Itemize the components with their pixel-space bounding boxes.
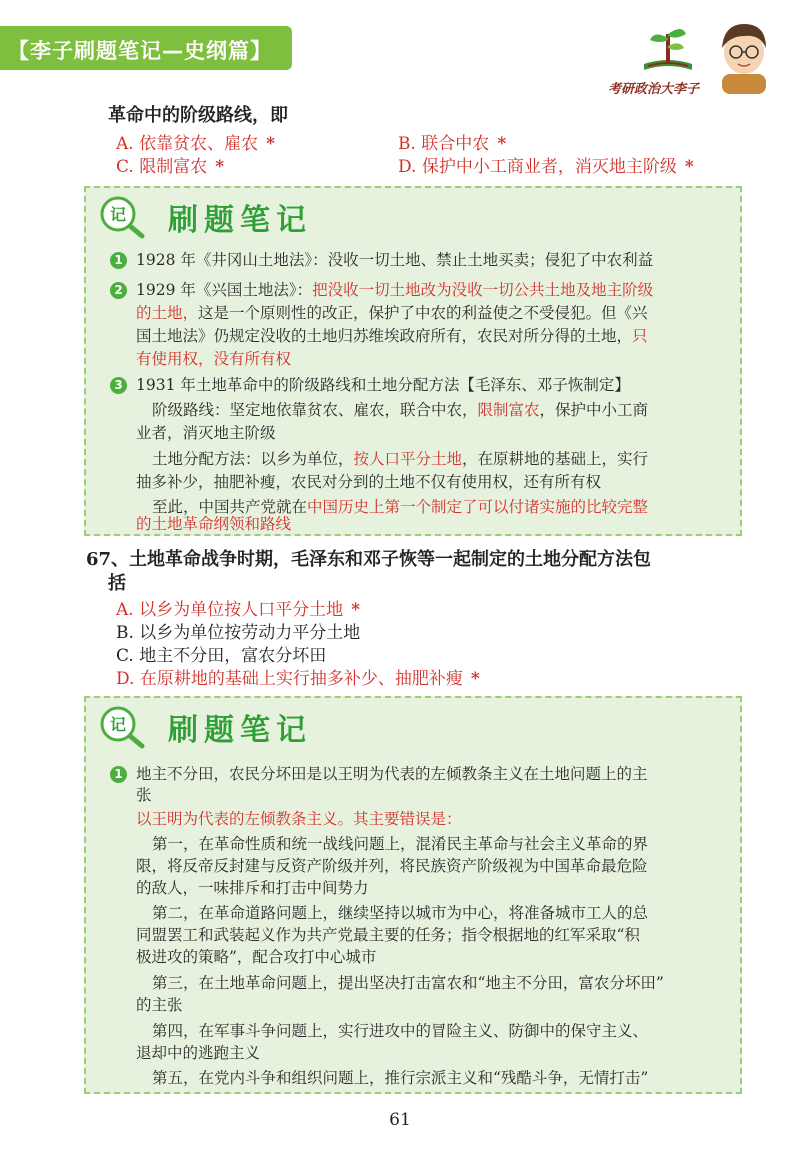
note1-point-2-line3: 国土地法》仍规定没收的土地归苏维埃政府所有，农民对所分得的土地，只 bbox=[136, 327, 648, 345]
note2-error-4-line2: 退却中的逃跑主义 bbox=[136, 1044, 261, 1062]
note2-error-2-line3: 极进攻的策略”，配合攻打中心城市 bbox=[136, 948, 377, 966]
q67-option-c: C. 地主不分田，富农分坏田 bbox=[116, 646, 327, 666]
magnifier-note-icon bbox=[98, 194, 146, 240]
svg-text:记: 记 bbox=[109, 715, 127, 734]
note2-error-1-line2: 限，将反帝反封建与反资产阶级并列，将民族资产阶级视为中国革命最危险 bbox=[136, 857, 648, 875]
avatar bbox=[714, 18, 774, 94]
note1-point-3: 1931 年土地革命中的阶级路线和土地分配方法【毛泽东、邓子恢制定】 bbox=[136, 376, 630, 394]
note2-point-1: 地主不分田，农民分坏田是以王明为代表的左倾教条主义在土地问题上的主 bbox=[136, 765, 648, 783]
brand-name: 考研政治大李子 bbox=[608, 82, 700, 97]
note2-error-1: 第一，在革命性质和统一战线问题上，混淆民主革命与社会主义革命的界 bbox=[152, 835, 649, 853]
note1-class-line2: 业者，消灭地主阶级 bbox=[136, 424, 276, 442]
note2-errors-heading: 以王明为代表的左倾教条主义。其主要错误是： bbox=[136, 810, 462, 828]
note-title: 刷题笔记 bbox=[168, 203, 312, 238]
correct-star: * bbox=[215, 157, 225, 177]
correct-star: * bbox=[351, 600, 360, 620]
q67-option-a: A. 以乡为单位按人口平分土地 * bbox=[116, 600, 360, 620]
note1-conclusion-line: 至此，中国共产党就在中国历史上第一个制定了可以付诸实施的比较完整 bbox=[152, 498, 649, 516]
note1-point-2-line4: 有使用权，没有所有权 bbox=[136, 350, 292, 368]
note1-class-line: 阶级路线：坚定地依靠贫农、雇农，联合中农，限制富农，保护中小工商 bbox=[152, 401, 649, 419]
note1-point-1: 1928 年《井冈山土地法》：没收一切土地、禁止土地买卖；侵犯了中农利益 bbox=[136, 251, 654, 269]
note1-point-2: 1929 年《兴国土地法》：把没收一切土地改为没收一切公共土地及地主阶级 bbox=[136, 281, 654, 299]
header-title: 【李子刷题笔记—史纲篇】 bbox=[8, 39, 272, 63]
note-box-2 bbox=[84, 696, 742, 1094]
note2-error-5: 第五，在党内斗争和组织问题上，推行宗派主义和“残酷斗争，无情打击” bbox=[152, 1069, 649, 1087]
note2-error-4: 第四，在军事斗争问题上，实行进攻中的冒险主义、防御中的保守主义、 bbox=[152, 1022, 649, 1040]
header-banner bbox=[0, 26, 292, 70]
bullet-2: 2 bbox=[110, 282, 127, 299]
option-b: B. 联合中农 * bbox=[398, 134, 507, 154]
note2-error-3: 第三，在土地革命问题上，提出坚决打击富农和“地主不分田，富农分坏田” bbox=[152, 974, 664, 992]
note2-error-3-line2: 的主张 bbox=[136, 996, 183, 1014]
option-c: C. 限制富农 * bbox=[116, 157, 225, 177]
book-plant-logo-icon bbox=[636, 20, 700, 76]
correct-star: * bbox=[266, 134, 275, 154]
bullet-1: 1 bbox=[110, 766, 127, 783]
bullet-1: 1 bbox=[110, 252, 127, 269]
note-header bbox=[86, 698, 740, 752]
correct-star: * bbox=[470, 669, 480, 689]
note1-point-2-line2: 的土地，这是一个原则性的改正，保护了中农的利益使之不受侵犯。但《兴 bbox=[136, 304, 648, 322]
question-67: 67、土地革命战争时期，毛泽东和邓子恢等一起制定的土地分配方法包 bbox=[86, 549, 652, 570]
correct-star: * bbox=[497, 134, 507, 154]
question-continuation: 革命中的阶级路线，即 bbox=[108, 105, 288, 126]
note1-distribution-line2: 抽多补少，抽肥补瘦，农民对分到的土地不仅有使用权，还有所有权 bbox=[136, 473, 602, 491]
note1-distribution-line: 土地分配方法：以乡为单位，按人口平分土地，在原耕地的基础上，实行 bbox=[152, 450, 649, 468]
q67-option-b: B. 以乡为单位按劳动力平分土地 bbox=[116, 623, 361, 643]
option-a: A. 依靠贫农、雇农 * bbox=[116, 134, 275, 154]
q67-option-d: D. 在原耕地的基础上实行抽多补少、抽肥补瘦 * bbox=[116, 669, 480, 689]
note1-conclusion-line2: 的土地革命纲领和路线 bbox=[136, 515, 292, 533]
note-title: 刷题笔记 bbox=[168, 713, 312, 748]
magnifier-note-icon bbox=[98, 704, 146, 750]
page-number: 61 bbox=[389, 1110, 411, 1130]
bullet-3: 3 bbox=[110, 377, 127, 394]
svg-text:记: 记 bbox=[109, 205, 127, 224]
note2-error-2-line2: 同盟罢工和武装起义作为共产党最主要的任务；指令根据地的红军采取“积 bbox=[136, 926, 640, 944]
note-header bbox=[86, 188, 740, 242]
note2-error-2: 第二，在革命道路问题上，继续坚持以城市为中心，将准备城市工人的总 bbox=[152, 904, 649, 922]
note2-error-1-line3: 的敌人，一味排斥和打击中间势力 bbox=[136, 879, 369, 897]
note2-point-1-line2: 张 bbox=[136, 786, 152, 804]
correct-star: * bbox=[684, 157, 694, 177]
option-d: D. 保护中小工商业者，消灭地主阶级 * bbox=[398, 157, 694, 177]
question-67-line2: 括 bbox=[108, 573, 126, 594]
note-box-1 bbox=[84, 186, 742, 536]
